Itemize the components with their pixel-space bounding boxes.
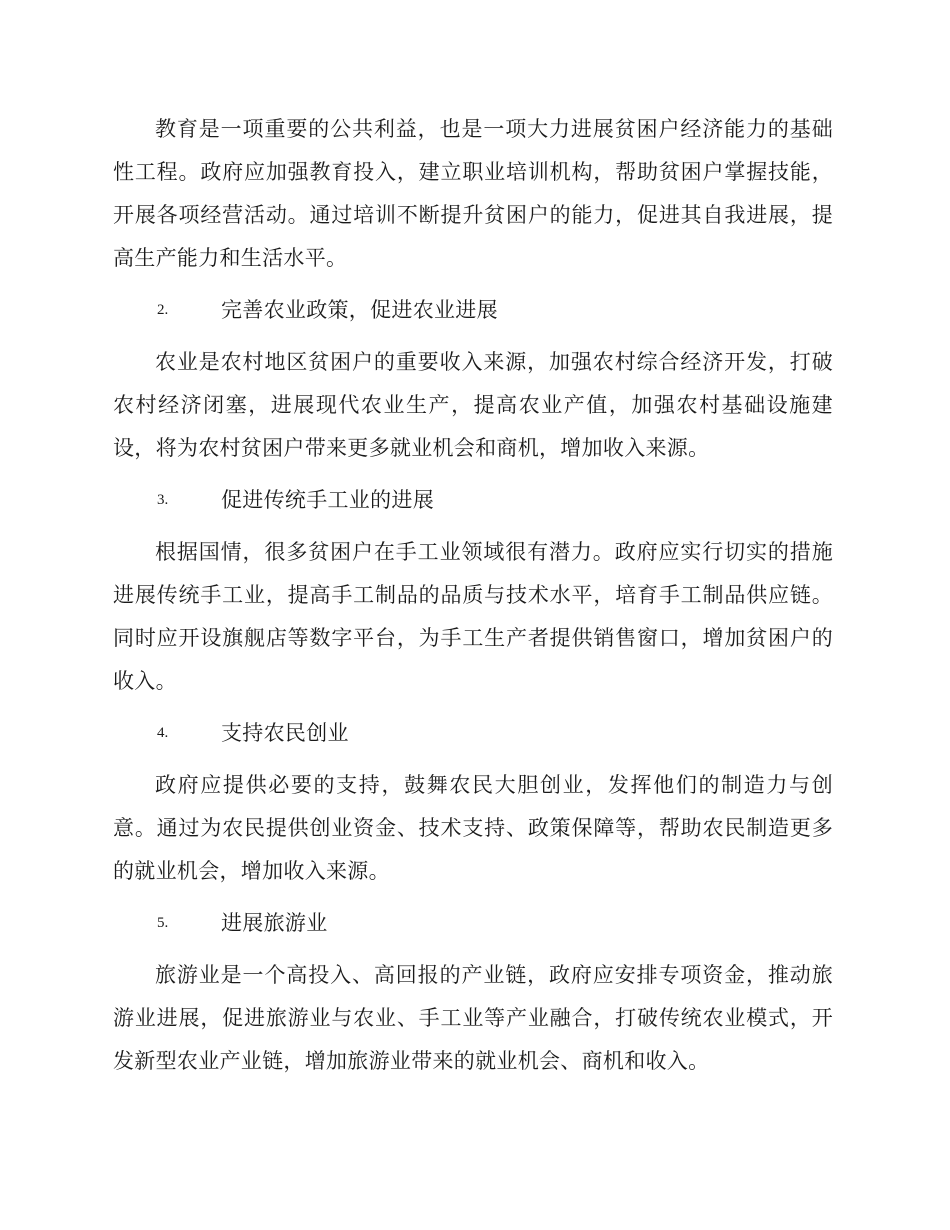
section-number: 4. xyxy=(157,725,169,741)
section-heading-4 xyxy=(113,712,833,755)
section-heading-5 xyxy=(113,902,833,945)
section-number: 2. xyxy=(157,302,169,318)
section-heading-2 xyxy=(113,289,833,332)
section-body-4: 政府应提供必要的支持，鼓舞农民大胆创业，发挥他们的制造力与创意。通过为农民提供创业资金、技术支持、政策保障等，帮助农民制造更多的就业机会，增加收入来源。 xyxy=(113,773,833,883)
spacer xyxy=(113,280,833,289)
section-title: 完善农业政策，促进农业进展 xyxy=(221,298,498,322)
spacer xyxy=(113,703,833,712)
section-body-2: 农业是农村地区贫困户的重要收入来源，加强农村综合经济开发，打破农村经济闭塞，进展现代农业生产，提高农业产值，加强农村基础设施建设，将为农村贫困户带来更多就业机会和商机，增加收入来源。 xyxy=(113,350,833,460)
section-body-5: 旅游业是一个高投入、高回报的产业链，政府应安排专项资金，推动旅游业进展，促进旅游业与农业、手工业等产业融合，打破传统农业模式，开发新型农业产业链，增加旅游业带来的就业机会、商机和收入。 xyxy=(113,963,833,1073)
spacer xyxy=(113,755,833,764)
section-number: 3. xyxy=(157,492,169,508)
spacer xyxy=(113,332,833,341)
section-title: 促进传统手工业的进展 xyxy=(221,488,434,512)
spacer xyxy=(113,522,833,531)
intro-paragraph: 教育是一项重要的公共利益，也是一项大力进展贫困户经济能力的基础性工程。政府应加强教育投入，建立职业培训机构，帮助贫困户掌握技能，开展各项经营活动。通过培训不断提升贫困户的能力，促进其自我进展，提高生产能力和生活水平。 xyxy=(113,117,833,270)
section-heading-3 xyxy=(113,479,833,522)
spacer xyxy=(113,893,833,902)
spacer xyxy=(113,945,833,954)
section-title: 支持农民创业 xyxy=(221,721,349,745)
spacer xyxy=(113,470,833,479)
section-number: 5. xyxy=(157,915,169,931)
section-title: 进展旅游业 xyxy=(221,911,328,935)
document-body xyxy=(113,108,833,1083)
section-body-3: 根据国情，很多贫困户在手工业领域很有潜力。政府应实行切实的措施进展传统手工业，提高手工制品的品质与技术水平，培育手工制品供应链。同时应开设旗舰店等数字平台，为手工生产者提供销售窗口，增加贫困户的收入。 xyxy=(113,540,833,693)
